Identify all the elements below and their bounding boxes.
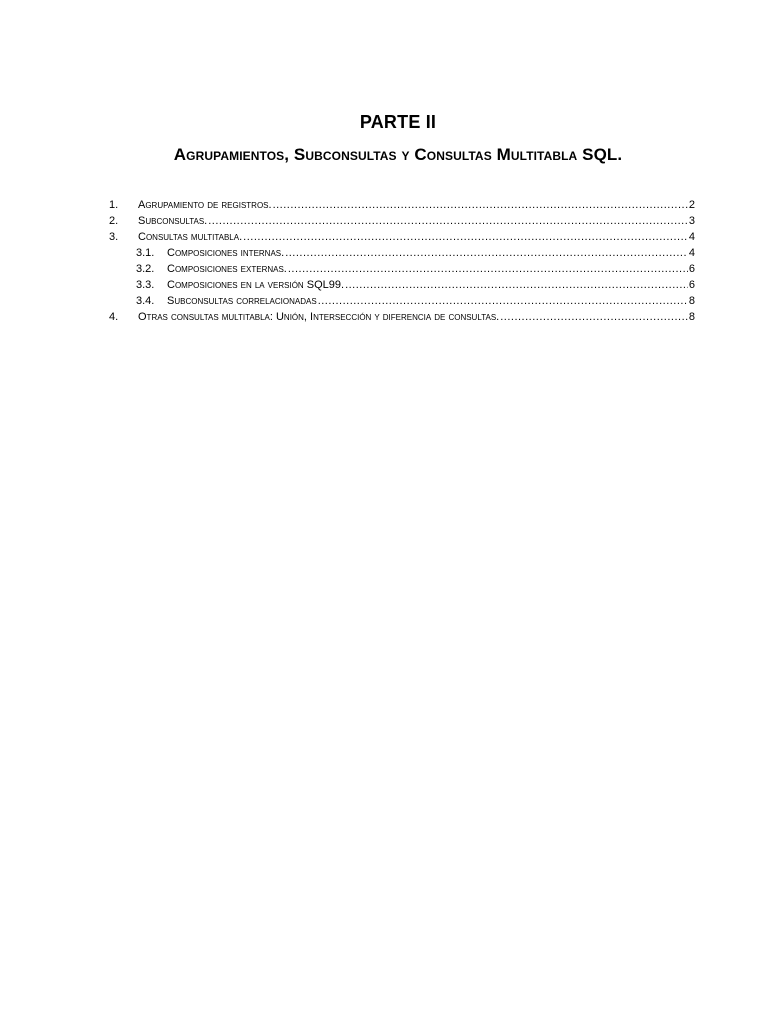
toc-entry-title: Composiciones en la versión SQL99. — [167, 279, 345, 291]
toc-entry-3-1[interactable] — [109, 245, 695, 261]
toc-entry-4[interactable] — [109, 309, 695, 325]
part-title: PARTE II — [359, 112, 437, 132]
toc-entry-3-4[interactable] — [109, 293, 695, 309]
toc-entry-number: 3.2. — [136, 263, 155, 275]
toc-leader-dots — [243, 229, 688, 245]
toc-entry-title: Subconsultas. — [138, 215, 208, 227]
toc-entry-title: Otras consultas multitabla: Unión, Intersección y diferencia de consultas. — [138, 311, 500, 323]
toc-entry-number: 3. — [109, 231, 119, 243]
toc-entry-title: Composiciones internas. — [167, 247, 285, 259]
toc-entry-title: Agrupamiento de registros. — [138, 199, 272, 211]
toc-leader-dots — [500, 309, 688, 325]
toc-leader-dots — [288, 261, 688, 277]
toc-entry-3-2[interactable] — [109, 261, 695, 277]
toc-entry-title: Subconsultas correlacionadas — [167, 295, 317, 307]
toc-entry-number: 3.1. — [136, 247, 155, 259]
toc-leader-dots — [345, 277, 688, 293]
toc-entry-page: 8 — [688, 311, 695, 323]
toc-leader-dots — [285, 245, 688, 261]
toc-leader-dots — [318, 293, 688, 309]
document-subtitle: Agrupamientos, Subconsultas y Consultas Multitabla SQL. — [173, 145, 623, 164]
toc-entry-title: Composiciones externas. — [167, 263, 287, 275]
toc-entry-page: 2 — [688, 199, 695, 211]
toc-entry-number: 3.4. — [136, 295, 155, 307]
toc-entry-title: Consultas multitabla. — [138, 231, 243, 243]
toc-entry-page: 8 — [688, 295, 695, 307]
toc-entry-3[interactable] — [109, 229, 695, 245]
toc-entry-3-3[interactable] — [109, 277, 695, 293]
table-of-contents — [109, 197, 695, 325]
toc-leader-dots — [273, 197, 688, 213]
toc-entry-page: 3 — [688, 215, 695, 227]
toc-entry-page: 4 — [688, 247, 695, 259]
toc-entry-page: 6 — [688, 279, 695, 291]
toc-leader-dots — [208, 213, 688, 229]
toc-entry-1[interactable] — [109, 197, 695, 213]
toc-entry-number: 2. — [109, 215, 119, 227]
toc-entry-page: 6 — [688, 263, 695, 275]
toc-entry-number: 1. — [109, 199, 119, 211]
toc-entry-2[interactable] — [109, 213, 695, 229]
toc-entry-number: 3.3. — [136, 279, 155, 291]
toc-entry-number: 4. — [109, 311, 119, 323]
toc-entry-page: 4 — [688, 231, 695, 243]
